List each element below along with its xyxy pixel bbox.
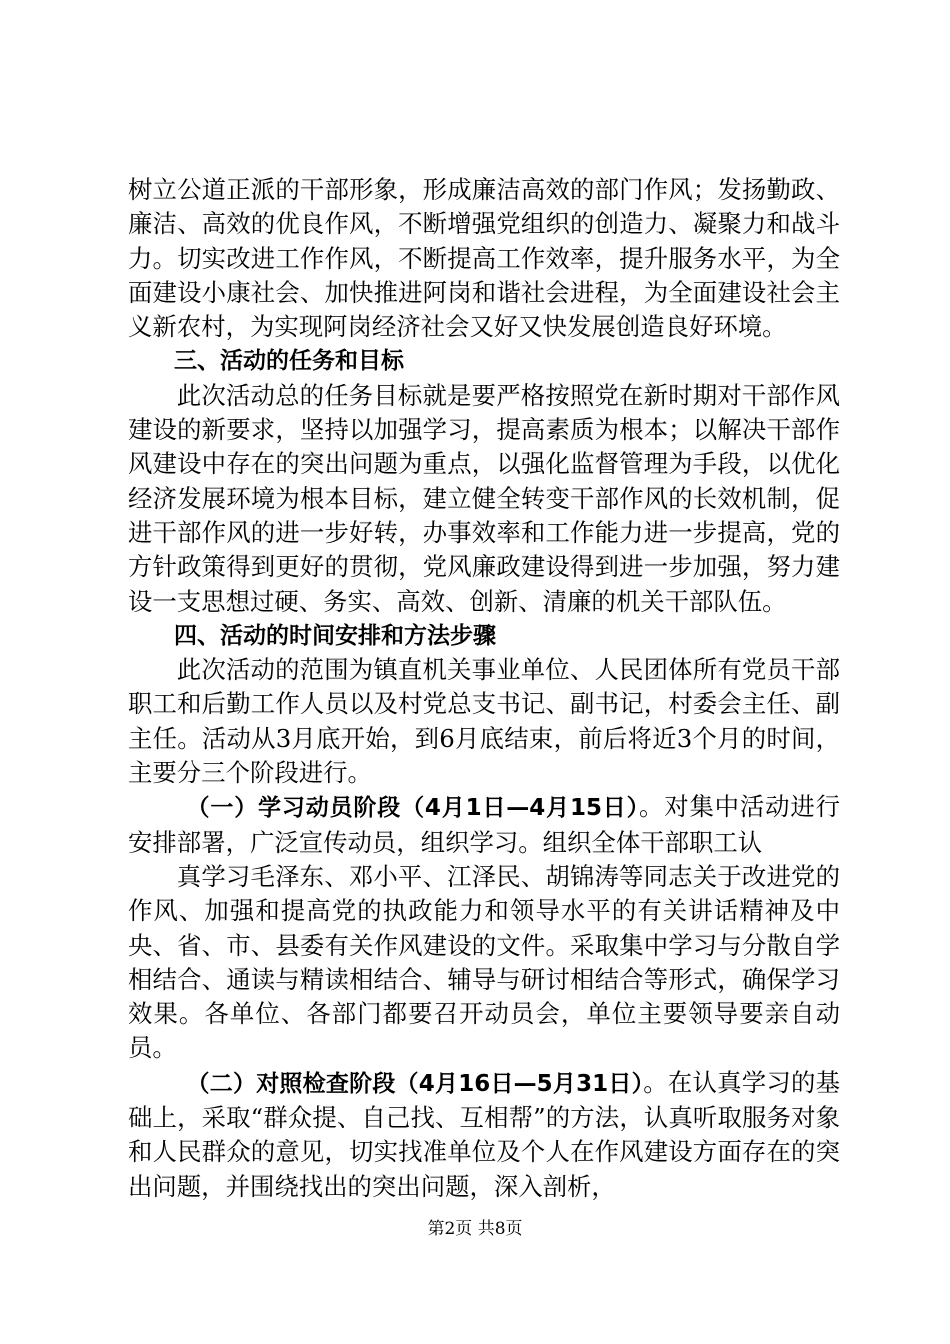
paragraph-task-goals: 此次活动总的任务目标就是要严格按照党在新时期对干部作风建设的新要求，坚持以加强学习，提高素质为根本；以解决干部作风建设中存在的突出问题为重点，以强化监督管理为手段，以优化经济发展环境为根本目标，建立健全转变干部作风的长效机制，促进干部作风的进一步好转，办事效率和工作能力进一步提高，党的方针政策得到更好的贯彻，党风廉政建设得到进一步加强，努力建设一支思想过硬、务实、高效、创新、清廉的机关干部队伍。 [128, 380, 840, 616]
stage-1-text: 。对集中活动进行安排部署，广泛宣传动员，组织学习。组织全体干部职工认 [128, 792, 840, 857]
paragraph-scope: 此次活动的范围为镇直机关事业单位、人民团体所有党员干部职工和后勤工作人员以及村党总支书记、副书记，村委会主任、副主任。活动从3月底开始，到6月底结束，前后将近3个月的时间，主要分三个阶段进行。 [128, 655, 840, 788]
paragraph-study: 真学习毛泽东、邓小平、江泽民、胡锦涛等同志关于改进党的作风、加强和提高党的执政能力和领导水平的有关讲话精神及中央、省、市、县委有关作风建设的文件。采取集中学习与分散自学相结合、通读与精读相结合、辅导与研讨相结合等形式，确保学习效果。各单位、各部门都要召开动员会，单位主要领导要亲自动员。 [128, 861, 840, 1063]
paragraph-continuation: 树立公道正派的干部形象，形成廉洁高效的部门作风；发扬勤政、廉洁、高效的优良作风，不断增强党组织的创造力、凝聚力和战斗力。切实改进工作作风，不断提高工作效率，提升服务水平，为全面建设小康社会、加快推进阿岗和谐社会进程，为全面建设社会主义新农村，为实现阿岗经济社会又好又快发展创造良好环境。 [128, 175, 840, 342]
stage-1-title: （一）学习动员阶段（4月1日—4月15日） [186, 795, 639, 822]
paragraph-stage-2 [128, 1066, 840, 1204]
stage-2-title: （二）对照检查阶段（4月16日—5月31日） [186, 1070, 644, 1097]
page-number-footer: 第2页 共8页 [427, 1219, 523, 1239]
section-heading-3: 三、活动的任务和目标 [174, 348, 404, 375]
document-body [128, 173, 840, 1204]
stage-2-text: 。在认真学习的基础上，采取“群众提、自己找、互相帮”的方法，认真听取服务对象和人民群众的意见，切实找准单位及个人在作风建设方面存在的突出问题，并围绕找出的突出问题，深入剖析， [128, 1067, 840, 1201]
paragraph-stage-1 [128, 790, 840, 860]
section-heading-4: 四、活动的时间安排和方法步骤 [174, 622, 496, 649]
